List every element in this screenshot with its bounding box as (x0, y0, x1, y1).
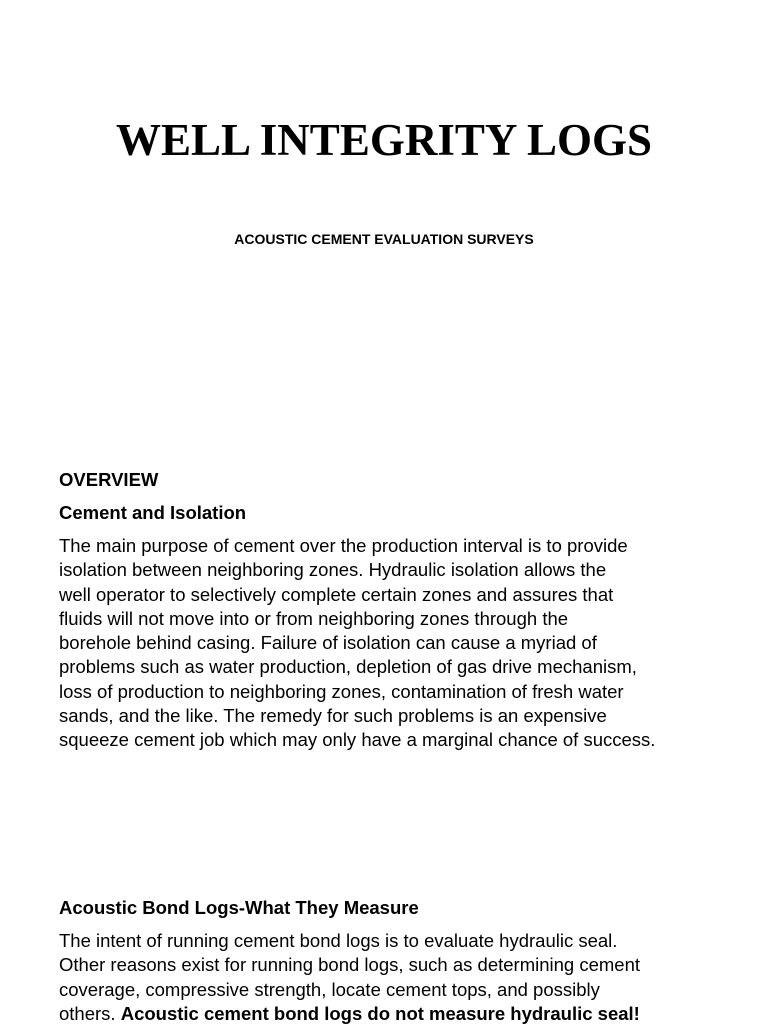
paragraph-line: sands, and the like. The remedy for such problems is an expensive (59, 705, 607, 727)
paragraph-line: problems such as water production, depletion of gas drive mechanism, (59, 656, 637, 678)
section-heading-cement-isolation: Cement and Isolation (59, 502, 247, 523)
document-title: WELL INTEGRITY LOGS (115, 115, 652, 165)
paragraph-line: well operator to selectively complete certain zones and assures that (59, 583, 614, 605)
section-heading-acoustic-bond-logs: Acoustic Bond Logs-What They Measure (59, 897, 419, 918)
paragraph-line: Other reasons exist for running bond logs, such as determining cement (59, 954, 641, 976)
paragraph-cement-isolation (59, 534, 739, 753)
paragraph-line: loss of production to neighboring zones, contamination of fresh water (59, 680, 624, 702)
paragraph-line: The intent of running cement bond logs is to evaluate hydraulic seal. (59, 930, 618, 951)
paragraph-line: fluids will not move into or from neighboring zones through the (59, 607, 569, 629)
paragraph-line-last (59, 1002, 739, 1024)
overview-heading: OVERVIEW (59, 469, 159, 490)
paragraph-line: isolation between neighboring zones. Hydraulic isolation allows the (59, 559, 607, 581)
paragraph-line: borehole behind casing. Failure of isolation can cause a myriad of (59, 632, 597, 654)
paragraph-acoustic-bond-logs (59, 929, 739, 1024)
paragraph-line: coverage, compressive strength, locate cement tops, and possibly (59, 978, 600, 1000)
document-subtitle: ACOUSTIC CEMENT EVALUATION SURVEYS (234, 231, 534, 247)
paragraph-line: The main purpose of cement over the production interval is to provide (59, 535, 628, 556)
paragraph-text: others. (59, 1002, 121, 1024)
paragraph-line: squeeze cement job which may only have a marginal chance of success. (59, 729, 656, 751)
emphasized-statement: Acoustic cement bond logs do not measure hydraulic seal! (120, 1002, 640, 1024)
